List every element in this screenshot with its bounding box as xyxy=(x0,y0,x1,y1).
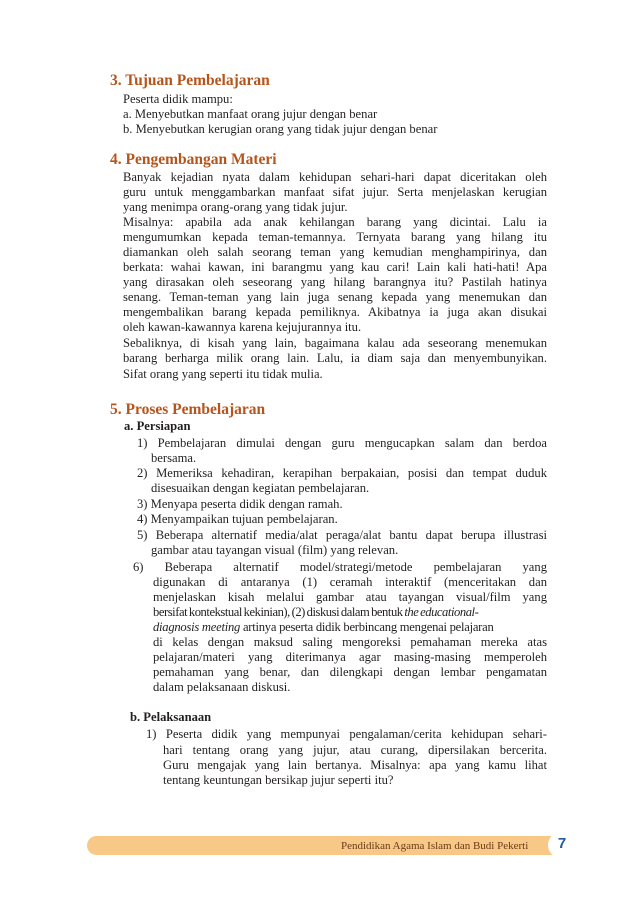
list-item-continuation: digunakan di antaranya (1) ceramah interaktif (menceritakan dan xyxy=(153,575,547,589)
subheading-persiapan: a. Persiapan xyxy=(124,419,191,433)
footer-book-title: Pendidikan Agama Islam dan Budi Pekerti xyxy=(341,840,529,852)
list-item: 3) Menyapa peserta didik dengan ramah. xyxy=(137,497,343,511)
text-line: senang. Teman-teman yang lain juga senang kepada yang menemukan dan xyxy=(123,290,547,304)
text-line: diamankan oleh salah seorang teman yang kemudian menghampirinya, dan xyxy=(123,245,547,259)
list-item: 4) Menyampaikan tujuan pembelajaran. xyxy=(137,512,338,526)
list-item-continuation: bersifat kontekstual kekinian), (2) diskusi dalam bentuk the educational- xyxy=(153,605,479,619)
list-item-continuation: Guru mengajak yang lain bertanya. Misalnya: apa yang kamu lihat xyxy=(163,758,547,772)
italic-term: the educational- xyxy=(404,605,479,619)
text-line: oleh kawan-kawannya karena kejujurannya itu. xyxy=(123,320,362,334)
list-item-continuation: gambar atau tayangan visual (film) yang relevan. xyxy=(151,543,399,557)
list-item-continuation: menjelaskan kisah melalui gambar atau tayangan visual/film yang xyxy=(153,590,547,604)
list-item-continuation: di kelas dengan maksud saling mengoreksi pemahaman mereka atas xyxy=(153,635,547,649)
list-item: 5) Beberapa alternatif media/alat peraga/alat bantu dapat berupa illustrasi xyxy=(137,528,547,542)
heading-proses-pembelajaran: 5. Proses Pembelajaran xyxy=(110,401,266,418)
list-item-continuation: bersama. xyxy=(151,451,197,465)
list-item-continuation: dalam pelaksanaan diskusi. xyxy=(153,680,291,694)
list-item-continuation: diagnosis meeting artinya peserta didik berbincang mengenai pelajaran xyxy=(153,620,494,634)
list-item-continuation: disesuaikan dengan kegiatan pembelajaran. xyxy=(151,481,370,495)
text-line: Sifat orang yang seperti itu tidak mulia. xyxy=(123,367,323,381)
list-item: 2) Memeriksa kehadiran, kerapihan berpakaian, posisi dan tempat duduk xyxy=(137,466,547,480)
list-item: 6) Beberapa alternatif model/strategi/metode pembelajaran yang xyxy=(133,560,547,574)
list-item-continuation: pelajaran/materi yang diterimanya agar masing-masing memperoleh xyxy=(153,650,547,664)
text-line: berkata: wahai kawan, ini barangmu yang kau cari! Lain kali hati-hati! Apa xyxy=(123,260,547,274)
italic-term: diagnosis meeting xyxy=(153,620,241,634)
list-item-continuation: hari tentang orang yang jujur, atau curang, dipersilakan bercerita. xyxy=(163,743,547,757)
subheading-pelaksanaan: b. Pelaksanaan xyxy=(130,710,212,724)
text-line: b. Menyebutkan kerugian orang yang tidak jujur dengan benar xyxy=(123,122,438,136)
text-line: yang menimpa orang-orang yang tidak jujur. xyxy=(123,200,348,214)
text-line: yang dirasakan oleh seseorang yang hilang barangnya itu? Pastilah hatinya xyxy=(123,275,547,289)
text-line: mengumumkan kepada teman-temannya. Ternyata barang yang hilang itu xyxy=(123,230,547,244)
text-line: barang berharga milik orang lain. Lalu, ia diam saja dan menyembunyikan. xyxy=(123,351,547,365)
heading-pengembangan-materi: 4. Pengembangan Materi xyxy=(110,151,277,168)
list-item-continuation: pemahaman yang benar, dan dilengkapi dengan lembar pengamatan xyxy=(153,665,547,679)
text-line: guru untuk menggambarkan manfaat sifat jujur. Serta menjelaskan kerugian xyxy=(123,185,547,199)
text-line: Misalnya: apabila ada anak kehilangan barang yang dicintai. Lalu ia xyxy=(123,215,547,229)
text-line: Peserta didik mampu: xyxy=(123,92,233,106)
text-line: Sebaliknya, di kisah yang lain, bagaimana kalau ada seseorang menemukan xyxy=(123,336,547,350)
text-line: mengembalikan barang kepada pemiliknya. Akibatnya ia juga akan disukai xyxy=(123,305,547,319)
text-line: Banyak kejadian nyata dalam kehidupan sehari-hari dapat diceritakan oleh xyxy=(123,170,547,184)
list-item: 1) Pembelajaran dimulai dengan guru mengucapkan salam dan berdoa xyxy=(137,436,547,450)
heading-tujuan-pembelajaran: 3. Tujuan Pembelajaran xyxy=(110,72,270,89)
page-number: 7 xyxy=(557,835,567,852)
list-item-continuation: tentang keuntungan bersikap jujur seperti itu? xyxy=(163,773,394,787)
list-item: 1) Peserta didik yang mempunyai pengalaman/cerita kehidupan sehari- xyxy=(146,727,547,741)
text-line: a. Menyebutkan manfaat orang jujur dengan benar xyxy=(123,107,378,121)
